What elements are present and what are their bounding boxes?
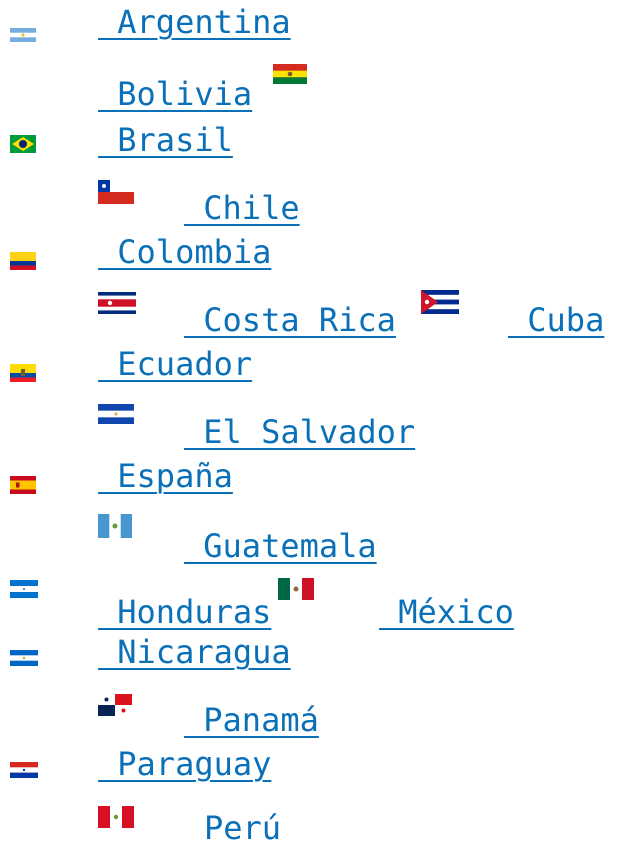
country-link-espana[interactable]: España	[98, 457, 233, 495]
brazil-flag-icon	[10, 135, 36, 153]
country-link-brasil[interactable]: Brasil	[98, 121, 233, 159]
country-link-bolivia[interactable]: Bolivia	[98, 75, 253, 113]
paraguay-flag-icon	[10, 762, 38, 778]
costa-rica-flag-icon	[98, 292, 136, 314]
country-link-mexico[interactable]: México	[379, 593, 514, 631]
chile-flag-icon	[98, 180, 134, 204]
el-salvador-flag-icon	[98, 404, 134, 424]
country-link-costa-rica[interactable]: Costa Rica	[184, 301, 396, 339]
panama-flag-icon	[98, 694, 132, 716]
spain-flag-icon	[10, 476, 36, 494]
mexico-flag-icon	[278, 578, 314, 600]
cuba-flag-icon	[421, 290, 459, 314]
ecuador-flag-icon	[10, 364, 36, 382]
country-link-chile[interactable]: Chile	[184, 189, 300, 227]
country-link-nicaragua[interactable]: Nicaragua	[98, 633, 291, 671]
peru-flag-icon	[98, 806, 134, 828]
country-link-ecuador[interactable]: Ecuador	[98, 345, 253, 383]
country-link-argentina[interactable]: Argentina	[98, 3, 291, 41]
country-link-panama[interactable]: Panamá	[184, 701, 319, 739]
country-link-peru[interactable]: Perú	[204, 809, 282, 847]
bolivia-flag-icon	[273, 64, 307, 84]
country-link-paraguay[interactable]: Paraguay	[98, 745, 272, 783]
country-link-honduras[interactable]: Honduras	[98, 593, 272, 631]
country-link-cuba[interactable]: Cuba	[508, 301, 605, 339]
guatemala-flag-icon	[98, 514, 132, 538]
argentina-flag-icon	[10, 28, 36, 42]
nicaragua-flag-icon	[10, 650, 38, 666]
country-link-colombia[interactable]: Colombia	[98, 233, 272, 271]
country-link-el-salvador[interactable]: El Salvador	[184, 413, 416, 451]
honduras-flag-icon	[10, 580, 38, 598]
colombia-flag-icon	[10, 252, 36, 270]
country-link-guatemala[interactable]: Guatemala	[184, 527, 377, 565]
